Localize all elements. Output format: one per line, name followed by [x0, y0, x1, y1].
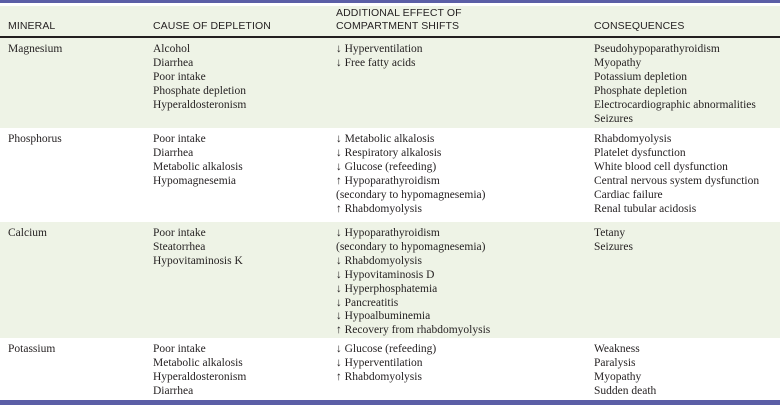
consequence-cell: [594, 343, 656, 399]
consequence-cell-line: Pseudohypoparathyroidism: [594, 43, 720, 55]
mineral-cell: Potassium: [8, 343, 56, 355]
consequence-cell-line: Paralysis: [594, 356, 636, 369]
cause-cell-line: Alcohol: [153, 43, 191, 55]
consequence-cell-line: Rhabdomyolysis: [594, 133, 672, 145]
header-consequences: CONSEQUENCES: [594, 20, 685, 32]
effect-cell: [336, 43, 423, 71]
cause-cell-line: Poor intake: [153, 343, 206, 355]
consequence-cell-line: Cardiac failure: [594, 188, 663, 201]
effect-cell-line: ↓ Rhabdomyolysis: [336, 254, 422, 267]
effect-cell: [336, 343, 436, 385]
consequence-cell-line: Central nervous system dysfunction: [594, 174, 760, 187]
effect-cell-line: ↑ Recovery from rhabdomyolysis: [336, 324, 491, 337]
cause-cell-line: Hypomagnesemia: [153, 174, 237, 187]
header-mineral: MINERAL: [8, 20, 56, 32]
table-header: [0, 6, 780, 38]
effect-cell-line: ↓ Respiratory alkalosis: [336, 146, 442, 159]
bottom-border: [0, 400, 780, 405]
consequence-cell-line: Sudden death: [594, 384, 657, 397]
effect-cell-line: ↓ Metabolic alkalosis: [336, 133, 435, 145]
header-effect-line2: COMPARTMENT SHIFTS: [336, 20, 460, 32]
cause-cell-line: Diarrhea: [153, 384, 194, 397]
effect-cell-line: ↑ Rhabdomyolysis: [336, 370, 422, 383]
effect-cell-line: ↓ Glucose (refeeding): [336, 343, 437, 355]
cause-cell-line: Poor intake: [153, 227, 206, 239]
consequence-cell-line: Renal tubular acidosis: [594, 202, 697, 215]
consequence-cell-line: Weakness: [594, 343, 640, 355]
cause-cell-line: Hyperaldosteronism: [153, 370, 247, 383]
effect-cell-line: ↓ Glucose (refeeding): [336, 160, 437, 173]
effect-cell: [336, 227, 490, 338]
effect-cell-line: ↓ Hypoparathyroidism: [336, 227, 440, 239]
table-row: [0, 338, 780, 400]
effect-cell-line: ↓ Hyperventilation: [336, 356, 423, 369]
consequence-cell: [594, 43, 756, 126]
effect-cell-line: ↓ Free fatty acids: [336, 56, 416, 69]
header-cause: CAUSE OF DEPLETION: [153, 20, 271, 32]
consequence-cell-line: Seizures: [594, 240, 633, 253]
cause-cell-line: Poor intake: [153, 133, 206, 145]
cause-cell-line: Hyperaldosteronism: [153, 98, 247, 111]
effect-cell-line: ↓ Pancreatitis: [336, 296, 399, 309]
table-row: [0, 222, 780, 338]
cause-cell-line: Diarrhea: [153, 146, 194, 159]
effect-cell-line: ↓ Hyperventilation: [336, 43, 423, 55]
consequence-cell-line: White blood cell dysfunction: [594, 160, 728, 173]
effect-cell-line: ↓ Hyperphosphatemia: [336, 282, 438, 295]
mineral-cell: Calcium: [8, 227, 47, 239]
consequence-cell-line: Potassium depletion: [594, 70, 687, 83]
effect-cell-line: (secondary to hypomagnesemia): [336, 240, 486, 253]
effect-cell: [336, 133, 485, 216]
effect-cell-line: ↑ Rhabdomyolysis: [336, 202, 422, 215]
consequence-cell-line: Myopathy: [594, 56, 642, 69]
cause-cell: [153, 343, 246, 399]
cause-cell-line: Metabolic alkalosis: [153, 160, 243, 173]
mineral-cell: Phosphorus: [8, 133, 62, 145]
consequence-cell: [594, 227, 633, 255]
cause-cell-line: Poor intake: [153, 70, 206, 83]
consequence-cell-line: Phosphate depletion: [594, 84, 687, 97]
cause-cell-line: Metabolic alkalosis: [153, 356, 243, 369]
cause-cell-line: Steatorrhea: [153, 240, 206, 253]
mineral-cell: Magnesium: [8, 43, 63, 55]
consequence-cell: [594, 133, 759, 216]
cause-cell: [153, 133, 243, 189]
header-effect-line1: ADDITIONAL EFFECT OF: [336, 7, 462, 19]
cause-cell-line: Phosphate depletion: [153, 84, 246, 97]
table-row: [0, 38, 780, 128]
cause-cell: [153, 227, 243, 269]
cause-cell-line: Diarrhea: [153, 56, 194, 69]
consequence-cell-line: Electrocardiographic abnormalities: [594, 98, 756, 111]
effect-cell-line: ↑ Hypoparathyroidism: [336, 174, 440, 187]
effect-cell-line: (secondary to hypomagnesemia): [336, 188, 486, 201]
table-row: [0, 128, 780, 222]
cause-cell: [153, 43, 246, 113]
header-effect: [336, 7, 462, 33]
consequence-cell-line: Seizures: [594, 112, 633, 125]
consequence-cell-line: Platelet dysfunction: [594, 146, 686, 159]
effect-cell-line: ↓ Hypoalbuminemia: [336, 310, 431, 323]
consequence-cell-line: Tetany: [594, 227, 626, 239]
cause-cell-line: Hypovitaminosis K: [153, 254, 243, 267]
consequence-cell-line: Myopathy: [594, 370, 642, 383]
effect-cell-line: ↓ Hypovitaminosis D: [336, 268, 435, 281]
